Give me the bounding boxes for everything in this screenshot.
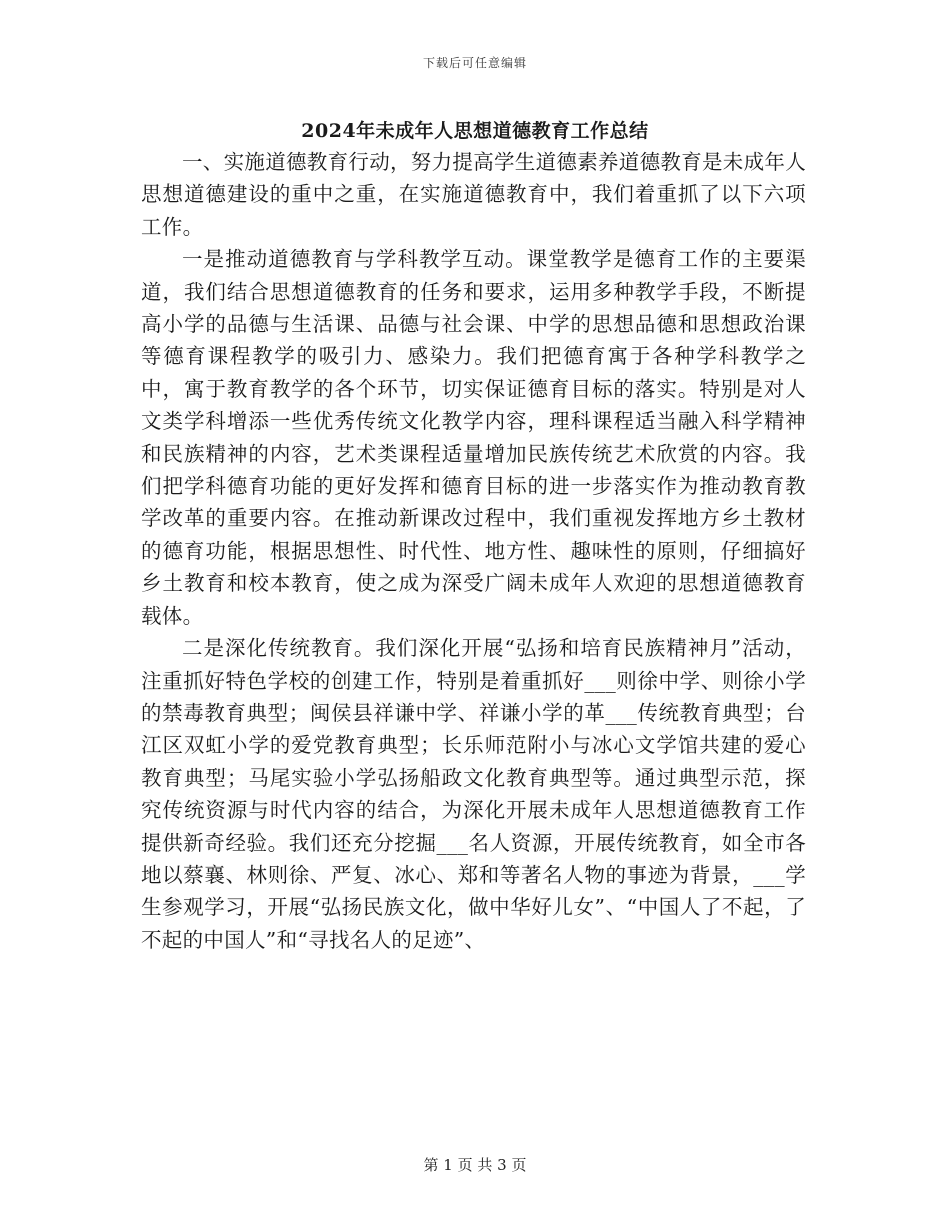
document-body (141, 146, 806, 956)
paragraph: 二是深化传统教育。我们深化开展“弘扬和培育民族精神月”活动，注重抓好特色学校的创建工作，特别是着重抓好___则徐中学、则徐小学的禁毒教育典型；闽侯县祥谦中学、祥谦小学的革___传统教育典型；台江区双虹小学的爱党教育典型；长乐师范附小与冰心文学馆共建的爱心教育典型；马尾实验小学弘扬船政文化教育典型等。通过典型示范，探究传统资源与时代内容的结合，为深化开展未成年人思想道德教育工作提供新奇经验。我们还充分挖掘___名人资源，开展传统教育，如全市各地以蔡襄、林则徐、严复、冰心、郑和等著名人物的事迹为背景，___学生参观学习，开展“弘扬民族文化，做中华好儿女”、“中国人了不起，了不起的中国人”和“寻找名人的足迹”、 (141, 636, 806, 952)
document-title: 2024年未成年人思想道德教育工作总结 (301, 120, 649, 142)
paragraph: 一是推动道德教育与学科教学互动。课堂教学是德育工作的主要渠道，我们结合思想道德教育的任务和要求，运用多种教学手段，不断提高小学的品德与生活课、品德与社会课、中学的思想品德和思想政治课等德育课程教学的吸引力、感染力。我们把德育寓于各种学科教学之中，寓于教育教学的各个环节，切实保证德育目标的落实。特别是对人文类学科增添一些优秀传统文化教学内容，理科课程适当融入科学精神和民族精神的内容，艺术类课程适量增加民族传统艺术欣赏的内容。我们把学科德育功能的更好发挥和德育目标的进一步落实作为推动教育教学改革的重要内容。在推动新课改过程中，我们重视发挥地方乡土教材的德育功能，根据思想性、时代性、地方性、趣味性的原则，仔细搞好乡土教育和校本教育，使之成为深受广阔未成年人欢迎的思想道德教育载体。 (141, 247, 806, 628)
header-note: 下载后可任意编辑 (422, 56, 527, 70)
paragraph: 一、实施道德教育行动，努力提高学生道德素养道德教育是未成年人思想道德建设的重中之重，在实施道德教育中，我们着重抓了以下六项工作。 (141, 150, 806, 239)
page-number: 第 1 页 共 3 页 (423, 1156, 527, 1174)
